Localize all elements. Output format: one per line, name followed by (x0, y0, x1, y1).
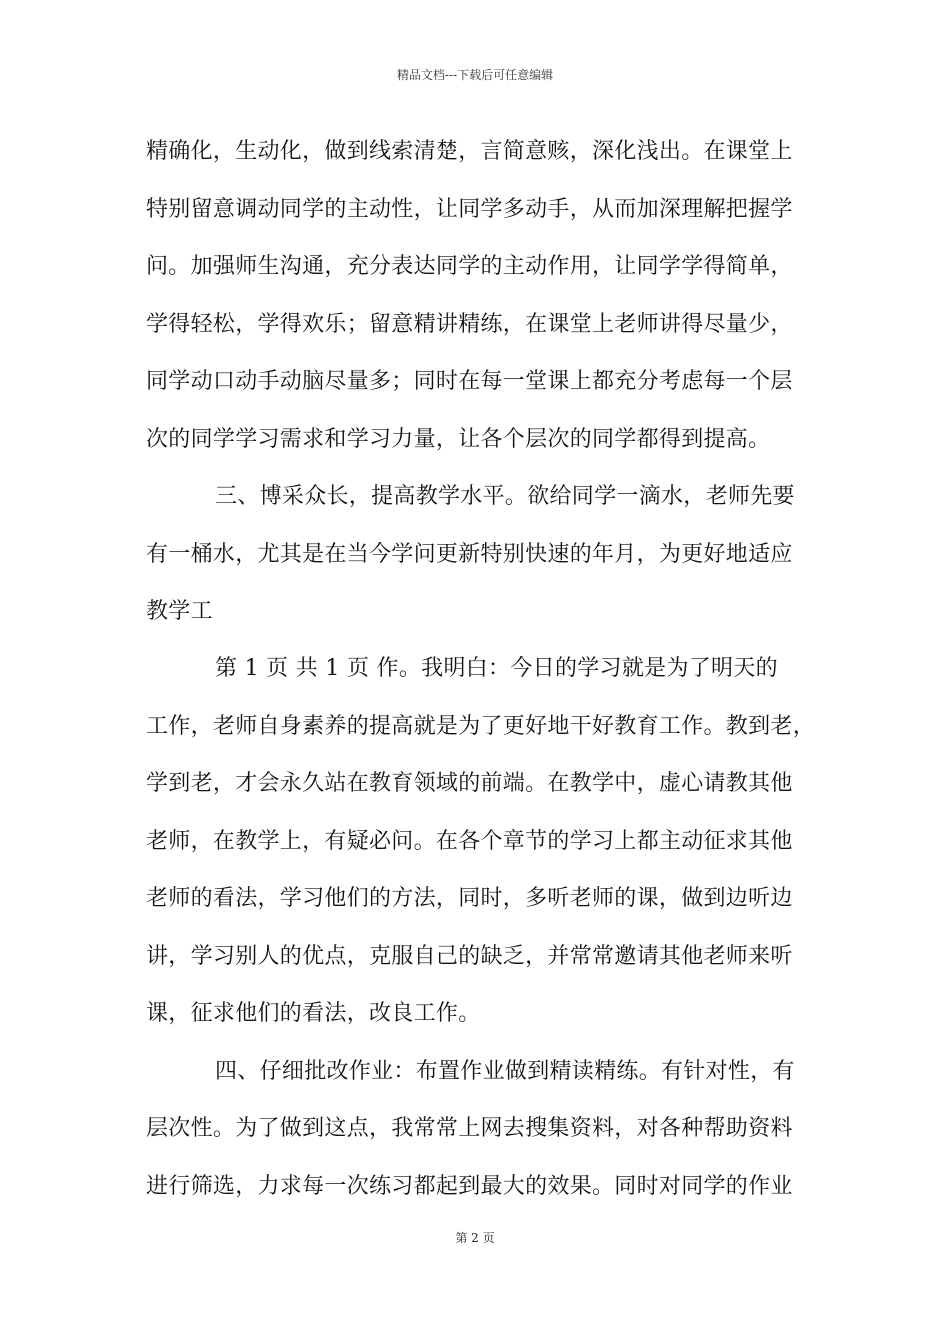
text-line: 学得轻松，学得欢乐；留意精讲精练，在课堂上老师讲得尽量少， (146, 312, 793, 337)
text-line: 进行筛选，力求每一次练习都起到最大的效果。同时对同学的作业 (146, 1174, 793, 1199)
text-line: 次的同学学习需求和学习力量，让各个层次的同学都得到提高。 (146, 427, 771, 452)
page-number: 第 2 页 (455, 1231, 495, 1245)
text-line: 老师的看法，学习他们的方法，同时，多听老师的课，做到边听边 (146, 886, 793, 911)
paragraph-start-line: 四、仔细批改作业：布置作业做到精读精练。有针对性，有 (215, 1059, 795, 1084)
text-line: 精确化，生动化，做到线索清楚，言简意赅，深化浅出。在课堂上 (146, 139, 793, 164)
text-line: 层次性。为了做到这点，我常常上网去搜集资料，对各种帮助资料 (146, 1116, 793, 1141)
text-line: 讲，学习别人的优点，克服自己的缺乏，并常常邀请其他老师来听 (146, 944, 793, 969)
page-header: 精品文档---下载后可任意编辑 (396, 68, 554, 82)
text-line: 课，征求他们的看法，改良工作。 (146, 1001, 481, 1026)
text-line: 工作，老师自身素养的提高就是为了更好地干好教育工作。教到老， (146, 714, 816, 739)
text-line: 老师，在教学上，有疑必问。在各个章节的学习上都主动征求其他 (146, 829, 793, 854)
text-line: 教学工 (146, 599, 213, 624)
paragraph-start-line: 第 1 页 共 1 页 作。我明白：今日的学习就是为了明天的 (215, 656, 778, 681)
text-line: 有一桶水，尤其是在当今学问更新特别快速的年月，为更好地适应 (146, 542, 793, 567)
text-line: 问。加强师生沟通，充分表达同学的主动作用，让同学学得简单， (146, 254, 793, 279)
text-line: 学到老，才会永久站在教育领域的前端。在教学中，虚心请教其他 (146, 771, 793, 796)
text-line: 特别留意调动同学的主动性，让同学多动手，从而加深理解把握学 (146, 197, 793, 222)
paragraph-start-line: 三、博采众长，提高教学水平。欲给同学一滴水，老师先要 (215, 484, 795, 509)
text-line: 同学动口动手动脑尽量多；同时在每一堂课上都充分考虑每一个层 (146, 369, 793, 394)
